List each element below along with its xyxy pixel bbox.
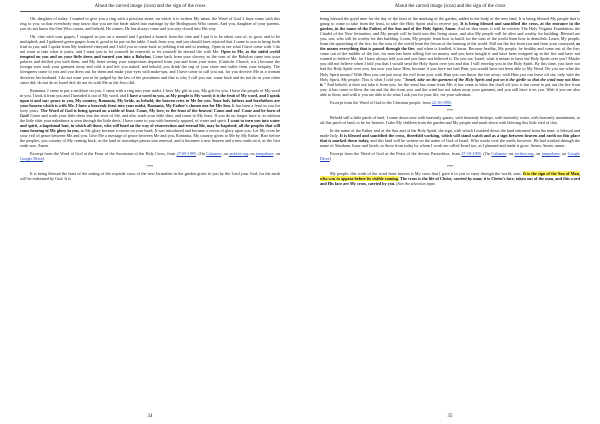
text-run: . [451, 99, 453, 105]
paragraph [320, 16, 580, 97]
text-run: Come back from your slavery, as the sons of the Babylon came into your palaces and defiled you with them, and My heart seeing your subjections departed from you and from your sister, ( [20, 54, 280, 65]
text-run: being blessed the good time for the day of the feast of the marking of the garden, added to the body of the new land. It is being blessed My people that is going to come to take from the feast, to take the Holy Spirit and to receive joy. [320, 16, 580, 27]
text-run: Excerpt from the Word of God at the Feast of the Ascension of the Holy Cross, from [30, 151, 177, 157]
page-body [320, 16, 580, 408]
page-number: 34 [147, 414, 153, 419]
section-divider: *** [146, 164, 154, 170]
paragraph: It is being blessed the feast of the setting of the wayside cross of the new Jerusalem in the garden given to you by the Lord your God, for the earth will be redeemed by God. It is [20, 171, 280, 182]
paragraph [20, 88, 280, 149]
bold-text: Open to Me, as the sinful world tempted on you and on your little dress and turned you into a Babylon. [20, 49, 280, 60]
paragraph [320, 171, 580, 186]
section-divider: *** [446, 107, 454, 113]
date-link[interactable]: 27-10-1995 [461, 151, 481, 157]
italic-note: Catholic Church, n.n. [220, 59, 258, 65]
google-drive-link[interactable]: Google Drive [20, 156, 43, 162]
date-link[interactable]: 22-10-1995 [431, 99, 452, 105]
bold-text: I have a word in you, as My people is My word; it is the fruit of My word, and I speak upon it and say: peace to you, My country, Romania, My bride, as behold, the heaven cries to Me for you. Your holy fathers and forefathers are your heaven which is with Me. I have a heavenly feast into your midst, Romania, My Father's chosen one for His Son. [20, 92, 280, 108]
text-run: Come and wash your little dress into the river of life, and also wash your little shirt, and come to My feast. If you do no longer have it, as without the little shirt your nakedness is seen through the little dress. I have come to you with heavenly apparel, of water and spirit. [20, 112, 280, 123]
text-run: Excerpt from the Word of God at the Feast of the devout Paraschiva, from [330, 151, 462, 157]
running-header: About the carved image (icon) and the sign of the cross [20, 4, 280, 12]
section-divider: *** [446, 164, 454, 170]
text-run: ) because the foreign sons took your garment away and sold it and left you naked, and behold, you drink the cup of your sister and suffer from your iniquity. The foreigners come to you and you dress out for them and make your eyes with make-ups, and I have come to call you out, for you deceive Me as a woman deceives her husband. I do not want you to be judged by the law of the prostitutes and that is why I call you out: come back and do not do as your other sister did; do not do as Israel did; do not do with Me as the Jews did. [20, 59, 280, 85]
google-drive-link[interactable]: Google Drive [320, 151, 580, 162]
text-run: And behold, it does not take it from you, for the wind has come from Me; it has come to blow the chaff off you; it has come to put out the fire from you; it has come to blow the sin and the dirt from you, and the wind has not taken away your garment, and you still have it on you. With it you are also able to blow, and with it you are able to do what I ask you for your life, for your salvation. [320, 81, 580, 97]
bold-text: It is being blessed and sanctified the cross, at the entrance in the garden, in the name of the Father, of the Son and of the Holy Spirit. Amen. [320, 21, 580, 32]
archive-link[interactable]: archive.org [229, 151, 248, 157]
text-run: My people, this work of the word from heaven is My cross that I gave it to you to carry through the world, sons. [330, 171, 523, 177]
paragraph [320, 128, 580, 148]
bold-text: The cross is the life of Christ, carried by man; it is Christ's face, taken out of the man, and this word and His face are My cross, carried by you. [320, 176, 580, 187]
text-run: ) [329, 156, 331, 162]
archive-link[interactable]: archive.org [514, 151, 534, 157]
jumpshare-link[interactable]: jumpshare [255, 151, 274, 157]
text-run: and this land will be written on the name of God of Israel, Who works over the earth; however, He had worked through the name of Abraham, Isaac and Jacob, as those from today by whom I work are called Israel too, as I planned and made it grow. Amen, Amen, amen. [320, 138, 580, 149]
running-header: About the carved image (icon) and the sign of the cross [320, 4, 580, 12]
text-run: In the name of the Father and of the Son and of the Holy Spirit, the sign, with which I marked down the land entrusted from the man, is blessed and made holy. [320, 127, 580, 138]
calameo-link[interactable]: Calameo [491, 151, 507, 157]
page-body [20, 16, 280, 408]
separator: ; on [273, 151, 280, 157]
bold-text: as the means everything that is passed through the fire [320, 41, 580, 52]
text-run: . (On [196, 151, 207, 157]
paragraph: Oh, daughter of today, I wanted to give you a ring with a precious stone, on which it is written My name, the Word of God. I have come with this ring to you, so that everybody may know that you are the bride asked into marriage by the Bridegroom Who comes. And you, daughter of your parents, you do not know the One Who comes, and behold, He comes; He has always come and you stay closed into His way. [20, 16, 280, 32]
bold-text: I want to turn you into water and spirit, a baptismal font, in which all those, who will head on the way of resurrection and eternal life, may be baptized; all the peoples that will come hearing of My glory in you, [20, 117, 280, 133]
text-run: Romania, I came to put a necklace on you. I came with a ring into your midst. I have My gift in you, My gift for you. I have the people of My word in you. I took it from you and I kneaded it out of My word, and [20, 87, 280, 98]
bold-text: The Word of God is being spread on a table of feast. Come, My love, to the feast of the heaven! Come and eat! Come and be born of God! [20, 107, 280, 118]
date-link[interactable]: 27-09-1995 [176, 151, 197, 157]
calameo-link[interactable]: Calameo [206, 151, 222, 157]
source-citation [320, 151, 580, 161]
italic-note: (See the selection topic: [396, 181, 437, 187]
text-run: Excerpt from the Word of God to the Christian people, from [330, 99, 432, 105]
paragraph: Behold still a little patch of land. I come down now with heavenly guests, with heavenly bishops, with heavenly water, with heavenly anointment, to oil this patch of land, to be for heaven. I take My children from the garden and My people and mark down with blessing this little sled of clay. [320, 114, 580, 125]
paragraph [20, 34, 280, 84]
text-run: Oh, vine with sour grapes, I stopped in you on a mound and I grafted a branch from the vine and I put it to be taken care of, to grow and to be multiplied, and I gathered green grapes from it, good to be put on the table. I took from you, and you should have rejoiced that I came to you to bring forth fruit in you, and I spoke from My tendered vineyard and I told you to come back to yielding fruit and to tending. Open to see what I have come with. I do not want to take what is yours, and I want you to let yourself be renewed, to let yourself be eternal life with Me. [20, 34, 280, 55]
source-citation [20, 151, 280, 161]
text-run: It has been a feast in you for forty years. [20, 102, 280, 113]
source-citation [320, 100, 580, 105]
separator: ; on [533, 151, 542, 157]
text-run: ) [42, 156, 45, 162]
separator: ; on [559, 151, 568, 157]
text-run: . (On [480, 151, 492, 157]
separator: ; on [506, 151, 515, 157]
separator: ; on [221, 151, 230, 157]
jumpshare-link[interactable]: jumpshare [541, 151, 560, 157]
text-run: as My glory became a crown on your head; It was introduced and became a crown of glory upon you. Let My cross be your veil of peace between Me and you. Give Me a message of peace between Me and you, Romania, My country given to Me by My Father. Rise before the peoples, you country of My coming back, as the land of nowadays passes into renewal, and it becomes a new heaven and a new earth on it, as the first earth was. Amen. [20, 127, 280, 149]
highlighted-text: It is the sign of the Son of Man, who was to appear before its visible coming. [320, 171, 580, 182]
bold-italic-quote: "Israel, take on the garment of the Holy Spirit and put on it the girdle so that the wind may not blow it." [320, 76, 580, 87]
bold-text: It is blessed and sanctified the cross, threefold working, which will stand watch and as a sign between heaven and earth on this place that is marked down today, [320, 132, 580, 144]
text-run: , and when is kindled, it burns. Become healthy, My people, be healthy and come out of the fire; come out of the middle of the fire, for man has been selling fire on money and you have bought it and have been wrapped up in the fire and have not wanted to believe Me, for I have always told you and you have not believed it. Do you see, Israel, what it means to have the Holy Spirit over you? Maybe you did not believe when I told you that I would send the Holy Spirit over you and that I will envelop you in the Holy Spirit. By this time, you have not had the Holy Spirit over you, but now you have Him, because if you have not had Him, you would have not been able to My Word. Do you see what the Holy Spirit means? With Him you can put away the evil from you; with Him you can throw the fire away; with Him you can leave off sin; only with the Holy Spirit, My people. This is what I told you: [320, 46, 580, 82]
right-page [300, 0, 600, 424]
separator: ; on [247, 151, 256, 157]
page-number: 35 [447, 414, 453, 419]
text-run: And on that stone, it will be written: The Holy Virginia Foundation, the Citadel of the New Jerusalem, and My people will be built into this living stone, and also My people will be alive and worthy for building. Blessed are you, son, who will be worthy for this building. Learn, My people, learn how to build, for the sons of the world learn how to demolish. Learn, My people, learn the quenching of the fire, for the sons of the world learn the lesson of the burning of the world. Pull out the fire from you and from your courtyard, [320, 26, 580, 47]
